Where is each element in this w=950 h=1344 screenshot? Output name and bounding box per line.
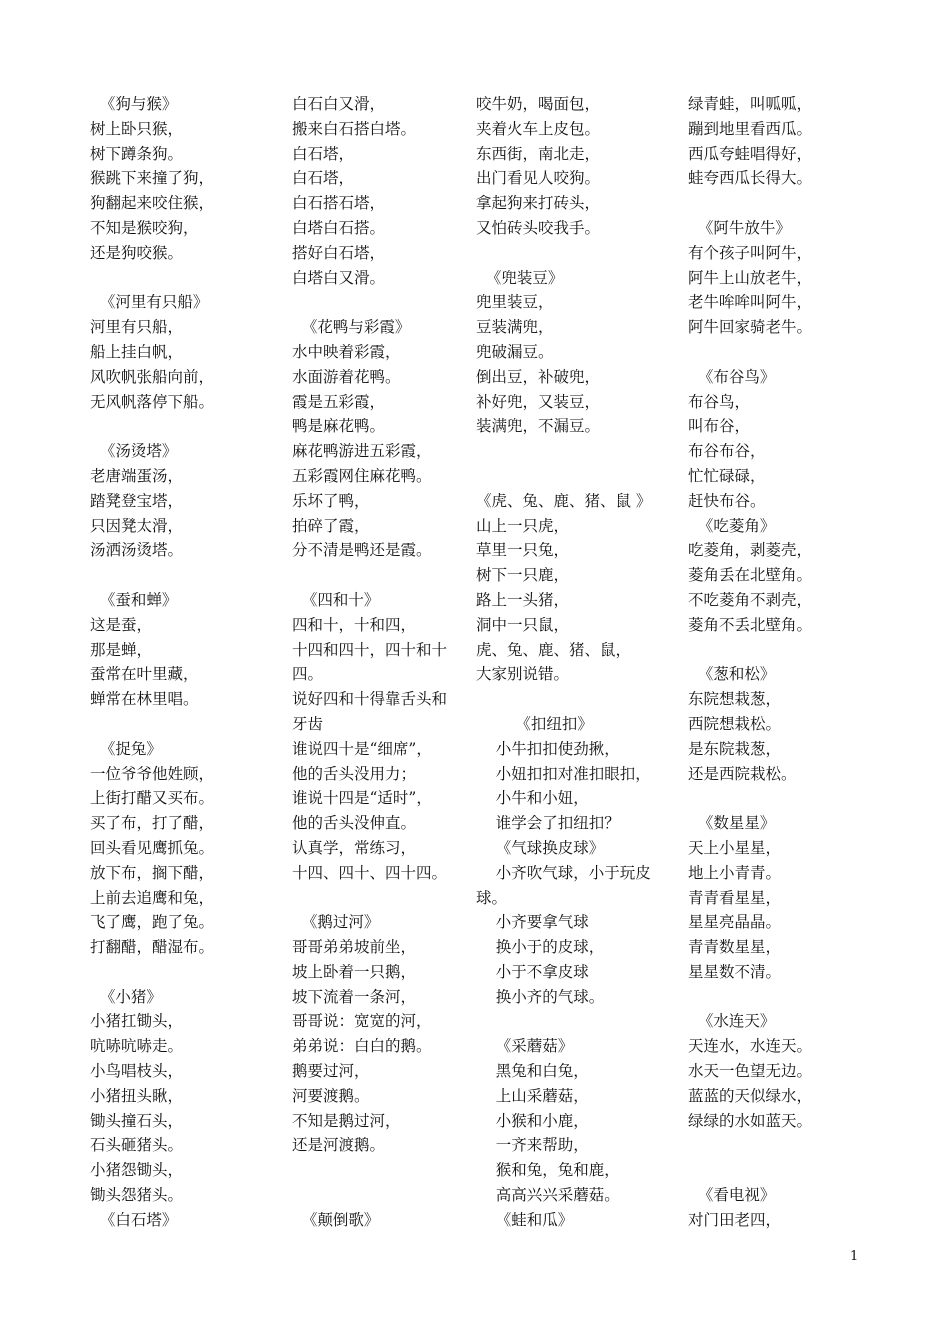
text-line: 白石塔， [292, 144, 355, 163]
text-line: 买了布，打了醋， [90, 814, 215, 833]
text-line: 树下蹲条狗。 [90, 144, 184, 163]
text-line: 吭哧吭哧走。 [90, 1037, 184, 1056]
text-line: 小齐吹气球，小于玩皮 [476, 863, 651, 882]
text-line: 踏凳登宝塔， [90, 491, 184, 510]
text-line: 换小于的皮球， [476, 938, 605, 957]
text-column-4 [688, 92, 828, 1233]
text-line: 不吃菱角不剥壳， [688, 590, 813, 609]
text-line: 蛙夸西瓜长得大。 [688, 169, 813, 188]
text-line: 对门田老四， [688, 1210, 782, 1229]
text-line: 白石白又滑， [292, 95, 386, 113]
text-line: 《蚕和蝉》 [90, 590, 178, 609]
text-line: 猴和兔，兔和鹿， [476, 1161, 620, 1180]
text-line [476, 241, 676, 266]
text-line: 还是河渡鹅。 [292, 1136, 386, 1155]
text-line: 《河里有只船》 [90, 293, 209, 312]
text-line: 东西街，南北走， [476, 144, 601, 163]
text-line: 草里一只兔， [476, 541, 570, 560]
text-line [688, 638, 828, 663]
text-line: 出门看见人咬狗。 [476, 169, 601, 188]
text-line: 拿起狗来打砖头， [476, 194, 601, 213]
text-line: 十四和四十，四十和十 [292, 640, 448, 659]
text-line [90, 960, 285, 985]
text-line: 弟弟说：白白的鹅。 [292, 1037, 432, 1056]
text-line: 《鹅过河》 [292, 913, 380, 932]
text-line: 绿青蛙，叫呱呱， [688, 95, 813, 113]
text-line: 布谷鸟， [688, 392, 751, 411]
text-line: 路上一头猪， [476, 590, 570, 609]
text-line [292, 1183, 477, 1208]
text-line: 四。 [292, 665, 324, 684]
text-line: 一位爷爷他姓顾， [90, 764, 215, 783]
text-line: 西瓜夸蛙唱得好， [688, 144, 813, 163]
text-line: 无风帆落停下船。 [90, 392, 215, 411]
text-line: 河里有只船， [90, 318, 184, 337]
text-line: 又怕砖头咬我手。 [476, 218, 601, 237]
text-column-1 [90, 92, 285, 1233]
text-line: 坡下流着一条河， [292, 987, 417, 1006]
text-line: 小猪扭头瞅， [90, 1086, 184, 1105]
text-line: 蓝蓝的天似绿水， [688, 1086, 813, 1105]
text-line: 蝉常在林里唱。 [90, 690, 199, 709]
text-line: 他的舌头没用力； [292, 764, 417, 783]
text-line: 《蛙和瓜》 [476, 1210, 574, 1229]
text-line: 《阿牛放牛》 [688, 218, 791, 237]
text-line: 《数星星》 [688, 814, 776, 833]
text-line: 《看电视》 [688, 1186, 776, 1205]
text-line: 球。 [476, 888, 508, 907]
text-line [476, 464, 676, 489]
text-line: 洞中一只鼠， [476, 615, 570, 634]
text-line: 《水连天》 [688, 1012, 776, 1031]
text-line: 豆装满兜， [476, 318, 554, 337]
text-line: 《气球换皮球》 [476, 838, 605, 857]
text-line: 忙忙碌碌， [688, 466, 766, 485]
text-line: 装满兜，不漏豆。 [476, 417, 601, 436]
text-line: 《虎、兔、鹿、猪、鼠 》 [476, 491, 652, 510]
text-line: 一齐来帮助， [476, 1136, 589, 1155]
text-line: 不知是鹅过河， [292, 1111, 401, 1130]
text-line: 《小猪》 [90, 987, 162, 1006]
text-line: 白塔白石搭。 [292, 218, 386, 237]
text-line: 四和十，十和四， [292, 615, 417, 634]
text-line: 锄头撞石头， [90, 1111, 184, 1130]
text-line: 吃菱角，剥菱壳， [688, 541, 813, 560]
text-line [688, 786, 828, 811]
text-line: 霞是五彩霞， [292, 392, 386, 411]
text-line: 天连水，水连天。 [688, 1037, 813, 1056]
text-line: 小鸟唱枝头， [90, 1062, 184, 1081]
text-line [476, 1009, 676, 1034]
text-line: 分不清是鸭还是霞。 [292, 541, 432, 560]
text-line: 不知是猴咬狗， [90, 218, 199, 237]
text-line: 咬牛奶，喝面包， [476, 95, 601, 113]
text-line: 夹着火车上皮包。 [476, 119, 601, 138]
text-line: 星星亮晶晶。 [688, 913, 782, 932]
text-line: 搬来白石搭白塔。 [292, 119, 417, 138]
text-line: 锄头怨猪头。 [90, 1186, 184, 1205]
text-line: 老牛哞哞叫阿牛， [688, 293, 813, 312]
text-line: 哥哥说：宽宽的河， [292, 1012, 432, 1031]
text-line: 菱角不丢北壁角。 [688, 615, 813, 634]
text-line: 牙齿 [292, 714, 324, 733]
text-line: 上前去追鹰和兔， [90, 888, 215, 907]
text-line: 《吃菱角》 [688, 516, 776, 535]
text-line: 还是西院栽松。 [688, 764, 797, 783]
text-line: 换小齐的气球。 [476, 987, 605, 1006]
text-line: 上街打醋又买布。 [90, 789, 215, 808]
text-line: 赶快布谷。 [688, 491, 766, 510]
text-line: 鹅要过河， [292, 1062, 370, 1081]
text-line [292, 290, 477, 315]
text-line: 五彩霞网住麻花鸭。 [292, 466, 432, 485]
text-line: 水天一色望无边。 [688, 1062, 813, 1081]
text-line: 阿牛上山放老牛， [688, 268, 813, 287]
text-line: 白石塔， [292, 169, 355, 188]
text-line: 大家别说错。 [476, 665, 570, 684]
text-line: 菱角丢在北壁角。 [688, 566, 813, 585]
page-number: 1 [850, 1249, 859, 1264]
text-line: 树上卧只猴， [90, 119, 184, 138]
text-line: 有个孩子叫阿牛， [688, 243, 813, 262]
text-line: 猴跳下来撞了狗， [90, 169, 215, 188]
text-line: 十四、四十、四十四。 [292, 863, 448, 882]
text-line: 是东院栽葱， [688, 739, 782, 758]
text-line: 《四和十》 [292, 590, 380, 609]
text-line: 白塔白又滑。 [292, 268, 386, 287]
text-line: 地上小青青。 [688, 863, 782, 882]
text-line: 谁说十四是“适时”， [292, 789, 432, 808]
text-line: 鸭是麻花鸭。 [292, 417, 386, 436]
text-line: 小猴和小鹿， [476, 1111, 589, 1130]
text-line [688, 340, 828, 365]
text-line: 布谷布谷， [688, 442, 766, 461]
text-line: 《狗与猴》 [90, 95, 178, 113]
text-line: 《采蘑菇》 [476, 1037, 574, 1056]
text-line: 《汤烫塔》 [90, 442, 178, 461]
text-line: 树下一只鹿， [476, 566, 570, 585]
text-line: 谁说四十是“细席”， [292, 739, 432, 758]
text-line [688, 1158, 828, 1183]
text-line: 说好四和十得靠舌头和 [292, 690, 448, 709]
text-line [688, 985, 828, 1010]
text-line: 天上小星星， [688, 838, 782, 857]
text-line: 兜里装豆， [476, 293, 554, 312]
text-line: 《颠倒歌》 [292, 1210, 380, 1229]
text-line [688, 1133, 828, 1158]
text-line: 西院想栽松。 [688, 714, 782, 733]
text-line: 谁学会了扣纽扣？ [476, 814, 620, 833]
text-line: 《葱和松》 [688, 665, 776, 684]
text-line: 《布谷鸟》 [688, 367, 776, 386]
text-line: 狗翻起来咬住猴， [90, 194, 215, 213]
text-line: 上山采蘑菇， [476, 1086, 589, 1105]
text-line: 小猪扛锄头， [90, 1012, 184, 1031]
text-line: 小齐要拿气球 [476, 913, 589, 932]
text-line: 回头看见鹰抓兔。 [90, 838, 215, 857]
text-line [476, 439, 676, 464]
text-line: 风吹帆张船向前， [90, 367, 215, 386]
text-line: 拍碎了霞， [292, 516, 370, 535]
text-line: 认真学，常练习， [292, 838, 417, 857]
text-line: 哥哥弟弟坡前坐， [292, 938, 417, 957]
text-line: 只因凳太滑， [90, 516, 184, 535]
text-line: 虎、兔、鹿、猪、鼠， [476, 640, 632, 659]
text-line: 水中映着彩霞， [292, 342, 401, 361]
text-line: 坡上卧着一只鹅， [292, 962, 417, 981]
text-line: 那是蝉， [90, 640, 153, 659]
text-line: 叫布谷， [688, 417, 751, 436]
text-line: 乐坏了鸭， [292, 491, 370, 510]
text-line [90, 712, 285, 737]
text-line: 《白石塔》 [90, 1210, 178, 1229]
text-line: 《扣纽扣》 [476, 714, 593, 733]
text-line: 河要渡鹅。 [292, 1086, 370, 1105]
text-line: 放下布，搁下醋， [90, 863, 215, 882]
text-line [292, 1158, 477, 1183]
text-line: 还是狗咬猴。 [90, 243, 184, 262]
text-line: 山上一只虎， [476, 516, 570, 535]
text-line: 阿牛回家骑老牛。 [688, 318, 813, 337]
text-line: 水面游着花鸭。 [292, 367, 401, 386]
text-line: 蹦到地里看西瓜。 [688, 119, 813, 138]
text-line: 《捉兔》 [90, 739, 162, 758]
text-line: 麻花鸭游进五彩霞， [292, 442, 432, 461]
text-line: 船上挂白帆， [90, 342, 184, 361]
text-line: 小牛扣扣使劲揪， [476, 739, 620, 758]
text-line: 搭好白石塔， [292, 243, 386, 262]
text-line: 高高兴兴采蘑菇。 [476, 1186, 620, 1205]
text-line: 汤洒汤烫塔。 [90, 541, 184, 560]
text-line: 黑兔和白兔， [476, 1062, 589, 1081]
text-line [292, 886, 477, 911]
text-column-3 [476, 92, 676, 1233]
text-line: 飞了鹰，跑了兔。 [90, 913, 215, 932]
text-line: 兜破漏豆。 [476, 342, 554, 361]
text-line: 补好兜，又装豆， [476, 392, 601, 411]
text-line: 青青数星星， [688, 938, 782, 957]
text-line: 星星数不清。 [688, 962, 782, 981]
text-line: 小于不拿皮球 [476, 962, 589, 981]
text-line: 绿绿的水如蓝天。 [688, 1111, 813, 1130]
text-line: 《花鸭与彩霞》 [292, 318, 411, 337]
text-column-2 [292, 92, 477, 1233]
text-line: 小牛和小妞， [476, 789, 589, 808]
text-line: 这是蚕， [90, 615, 153, 634]
text-line: 小猪怨锄头， [90, 1161, 184, 1180]
text-line: 倒出豆，补破兜， [476, 367, 601, 386]
text-line: 《兜装豆》 [476, 268, 564, 287]
text-line: 小妞扣扣对准扣眼扣， [476, 764, 651, 783]
text-line [476, 687, 676, 712]
text-line: 白石搭石塔， [292, 194, 386, 213]
text-line: 东院想栽葱， [688, 690, 782, 709]
text-line: 他的舌头没伸直。 [292, 814, 417, 833]
text-line: 老唐端蛋汤， [90, 466, 184, 485]
text-line: 打翻醋，醋湿布。 [90, 938, 215, 957]
text-line: 石头砸猪头。 [90, 1136, 184, 1155]
text-line [688, 191, 828, 216]
text-line: 蚕常在叶里藏， [90, 665, 199, 684]
text-line [90, 414, 285, 439]
text-line [292, 563, 477, 588]
text-line [90, 266, 285, 291]
text-line: 青青看星星， [688, 888, 782, 907]
text-line [90, 563, 285, 588]
